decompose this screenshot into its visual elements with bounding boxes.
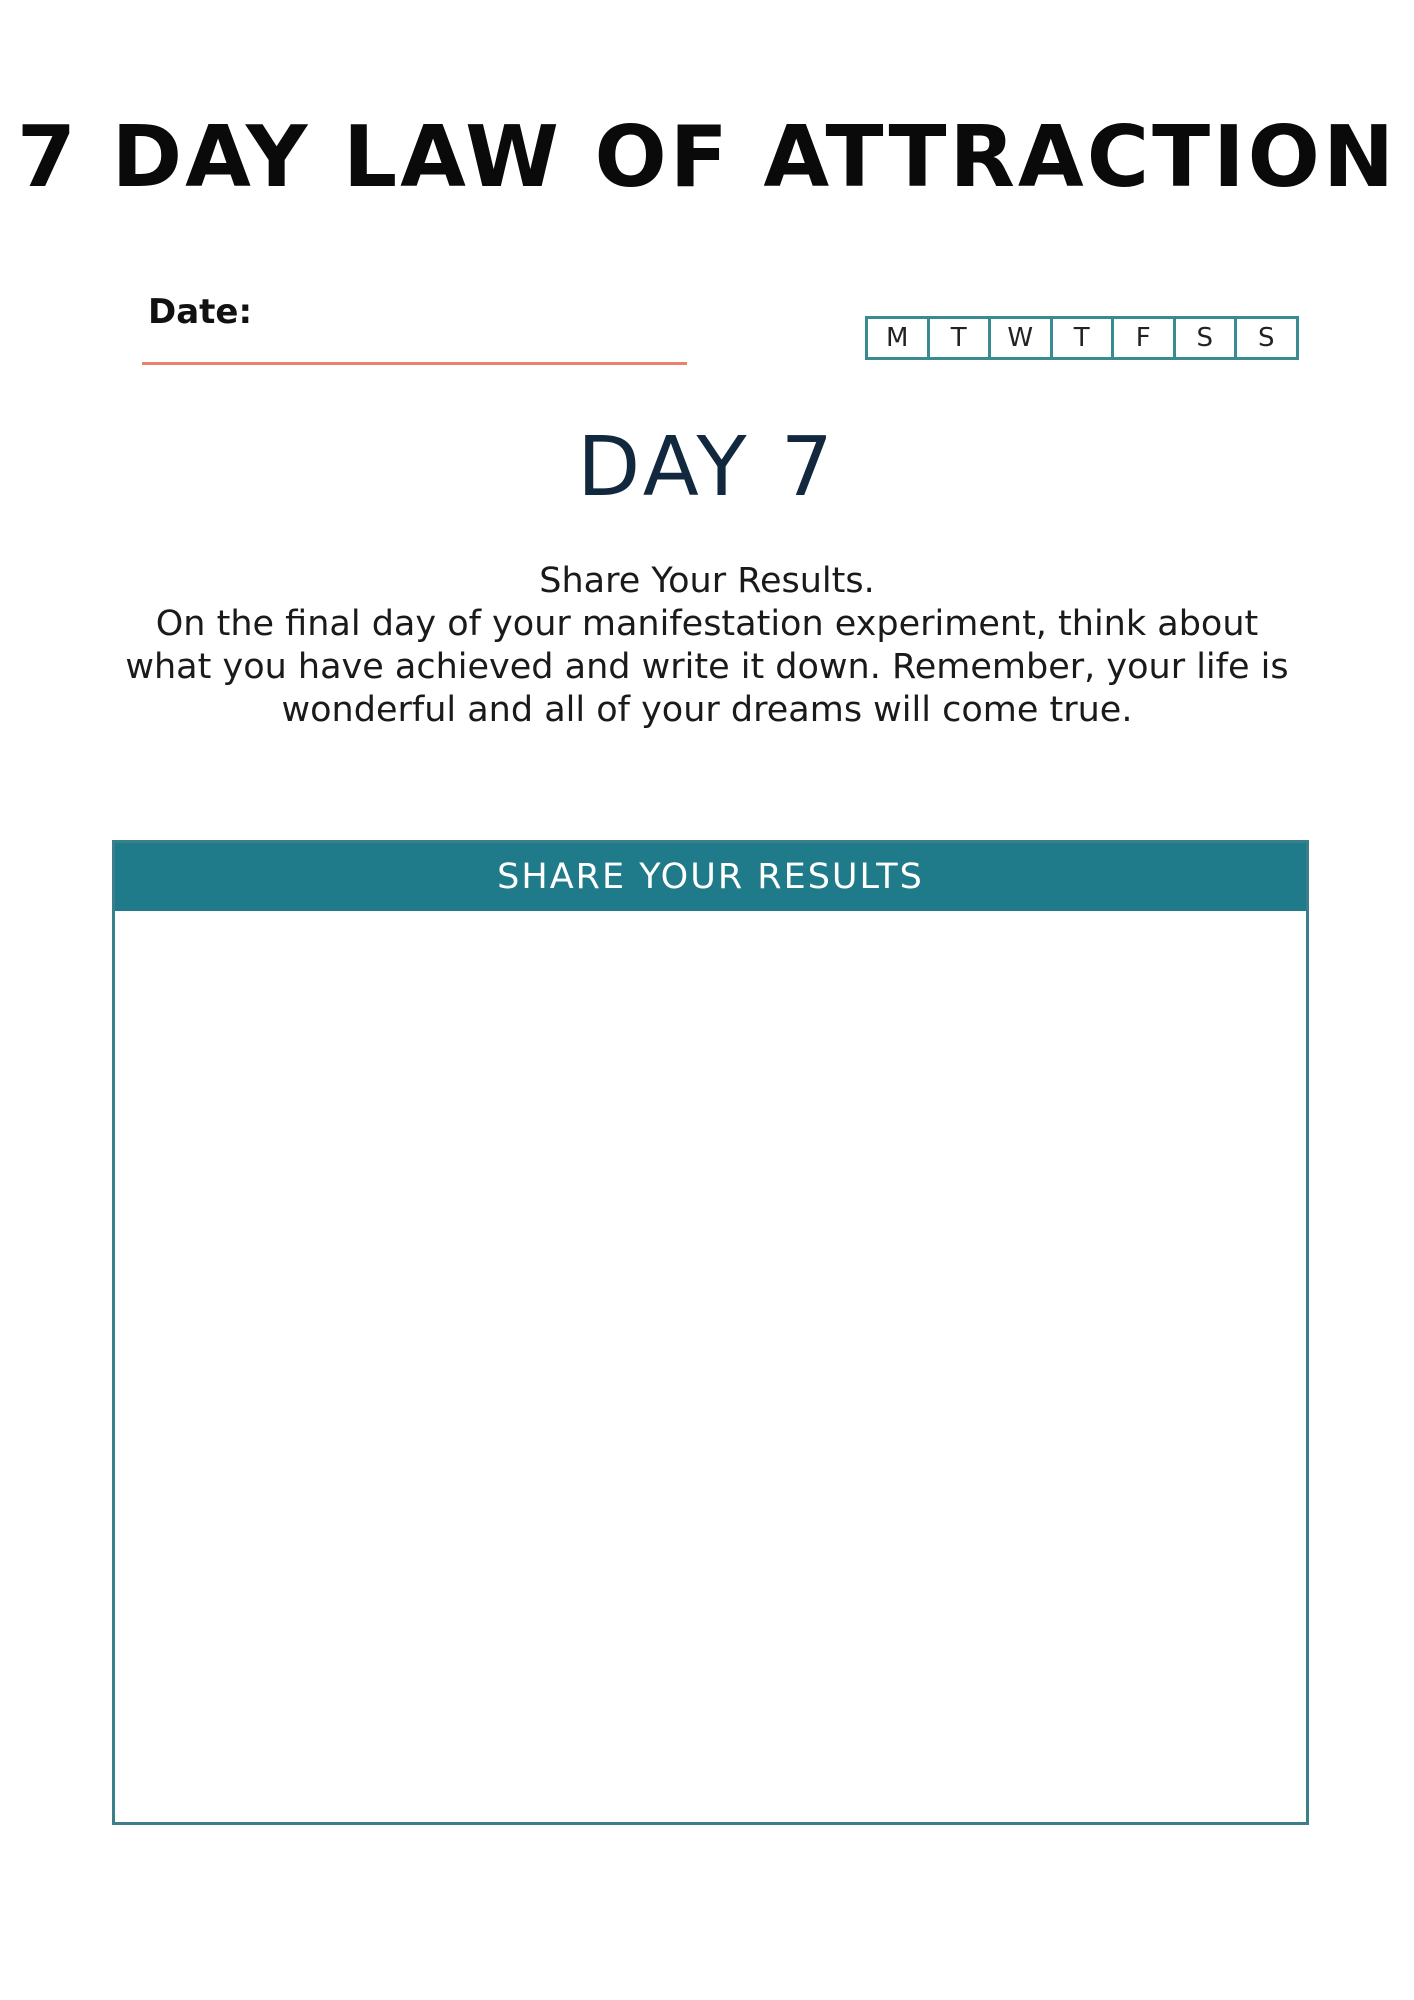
weekday-friday[interactable]: F [1114,319,1176,357]
prompt-line: what you have achieved and write it down. Remember, your life is [125,647,1289,687]
prompt-line: On the final day of your manifestation experiment, think about [155,604,1259,644]
results-header: SHARE YOUR RESULTS [115,843,1306,911]
weekday-sunday[interactable]: S [1257,323,1275,353]
weekday-saturday[interactable]: S [1176,319,1238,357]
date-input-line[interactable] [142,362,687,365]
weekday-thursday[interactable]: T [1053,319,1115,357]
day-heading: DAY 7 [577,420,837,515]
prompt-line: wonderful and all of your dreams will come true. [281,690,1133,730]
weekday-wednesday[interactable]: W [991,319,1053,357]
prompt-line: Share Your Results. [539,561,875,601]
results-box [112,840,1309,1825]
weekday-tracker [865,316,1299,360]
page-title: 7 DAY LAW OF ATTRACTION [16,108,1398,207]
results-writing-area[interactable] [115,911,1306,1822]
prompt-text [110,560,1304,732]
weekday-monday[interactable]: M [868,319,930,357]
date-label: Date: [148,292,253,332]
weekday-tuesday[interactable]: T [930,319,992,357]
